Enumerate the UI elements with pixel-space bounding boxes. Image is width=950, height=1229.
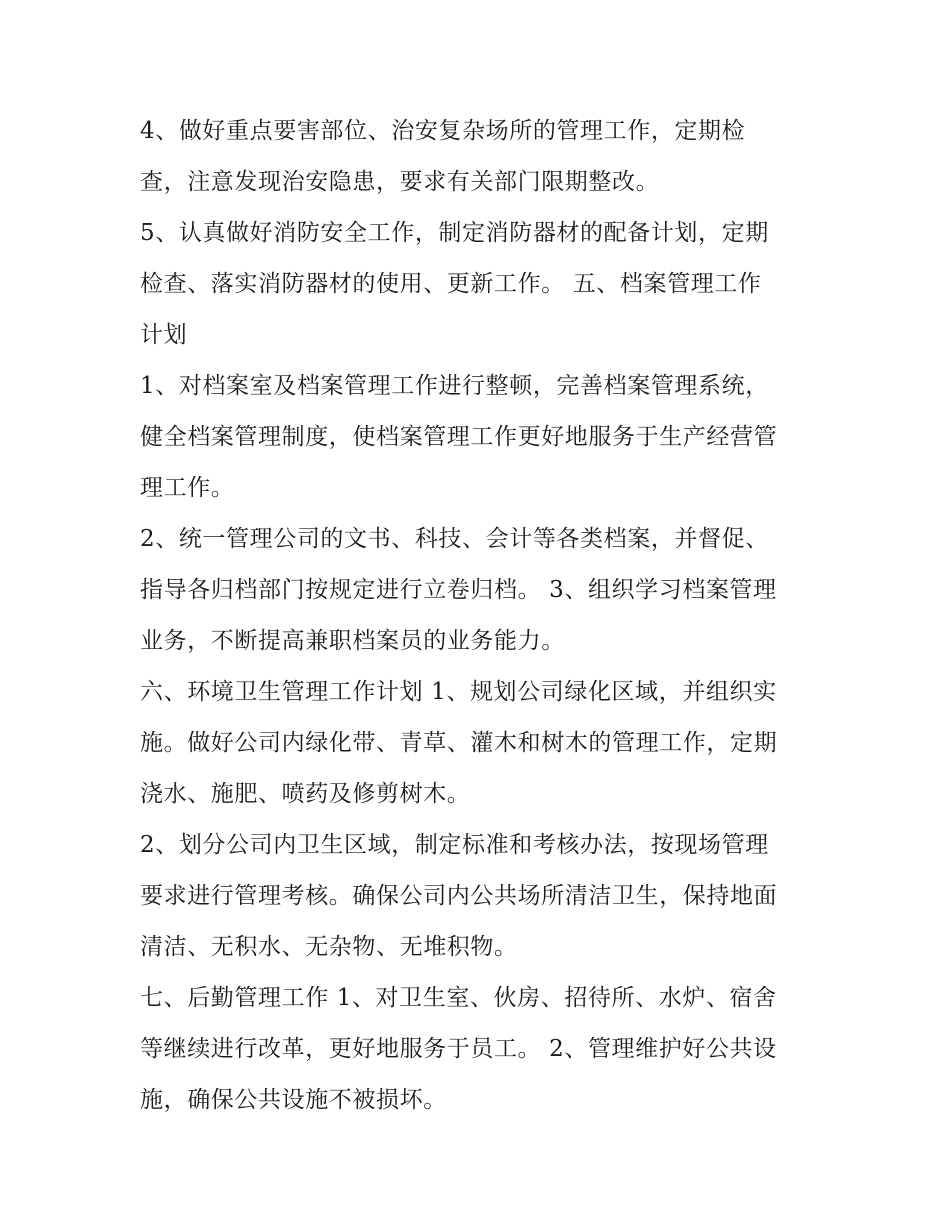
text-line: 施，确保公共设施不被损坏。 bbox=[140, 1087, 447, 1113]
text-line: 七、后勤管理工作 1、对卫生室、伙房、招待所、水炉、宿舍 bbox=[140, 985, 777, 1011]
text-line: 要求进行管理考核。确保公司内公共场所清洁卫生，保持地面 bbox=[140, 883, 778, 909]
text-line: 2、统一管理公司的文书、科技、会计等各类档案，并督促、 bbox=[140, 526, 769, 552]
text-line: 计划 bbox=[140, 322, 188, 348]
text-line: 检查、落实消防器材的使用、更新工作。 五、档案管理工作 bbox=[140, 271, 762, 297]
text-line: 施。做好公司内绿化带、青草、灌木和树木的管理工作，定期 bbox=[140, 730, 778, 756]
text-line: 查，注意发现治安隐患，要求有关部门限期整改。 bbox=[140, 169, 660, 195]
text-line: 理工作。 bbox=[140, 475, 235, 501]
text-line: 2、划分公司内卫生区域，制定标准和考核办法，按现场管理 bbox=[140, 832, 769, 858]
text-line: 4、做好重点要害部位、治安复杂场所的管理工作，定期检 bbox=[140, 118, 746, 144]
text-line: 指导各归档部门按规定进行立卷归档。 3、组织学习档案管理 bbox=[140, 577, 777, 603]
text-line: 清洁、无积水、无杂物、无堆积物。 bbox=[140, 934, 518, 960]
text-line: 浇水、施肥、喷药及修剪树木。 bbox=[140, 781, 471, 807]
document-body bbox=[140, 106, 820, 1126]
text-line: 健全档案管理制度，使档案管理工作更好地服务于生产经营管 bbox=[140, 424, 778, 450]
text-line: 六、环境卫生管理工作计划 1、规划公司绿化区域，并组织实 bbox=[140, 679, 777, 705]
text-line: 等继续进行改革，更好地服务于员工。 2、管理维护好公共设 bbox=[140, 1036, 777, 1062]
text-line: 1、对档案室及档案管理工作进行整顿，完善档案管理系统， bbox=[140, 373, 769, 399]
text-line: 5、认真做好消防安全工作，制定消防器材的配备计划，定期 bbox=[140, 220, 769, 246]
text-line: 业务，不断提高兼职档案员的业务能力。 bbox=[140, 628, 565, 654]
